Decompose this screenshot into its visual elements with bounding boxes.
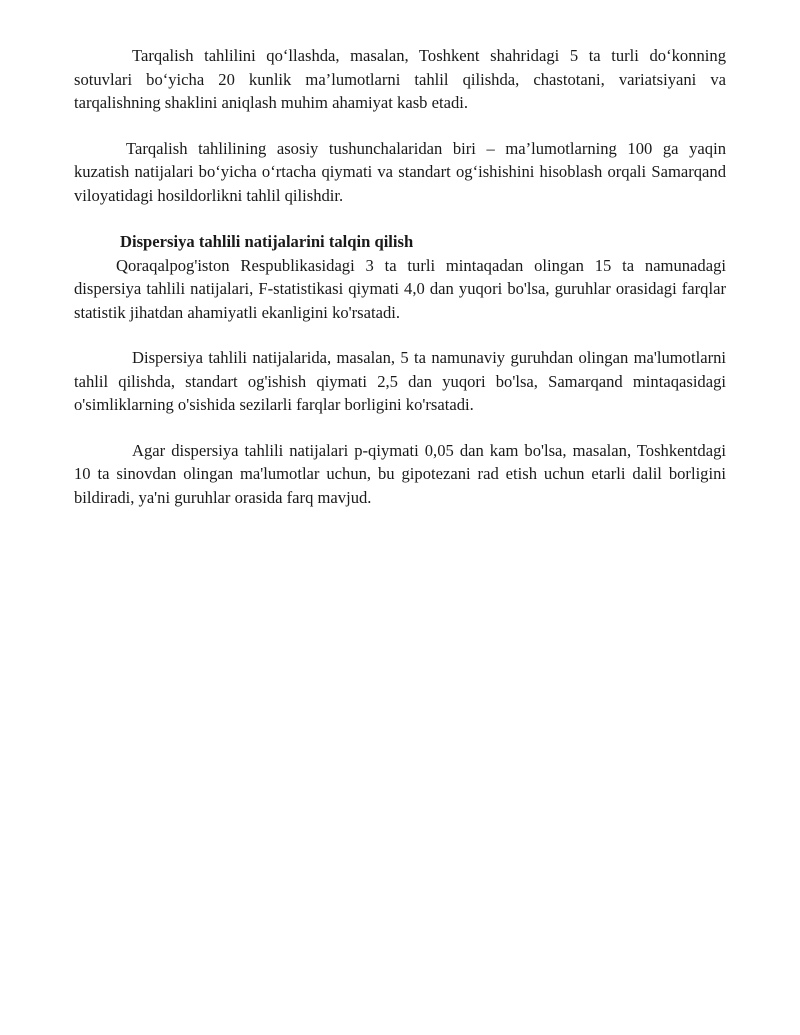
paragraph-f-statistic: Qoraqalpog'iston Respublikasidagi 3 ta turli mintaqadan olingan 15 ta namunadagi dispersiya tahlili natijalari, F-statistikasi qiymati 4,0 dan yuqori bo'lsa, guruhlar orasidagi farqlar statistik jihatdan ahamiyatli ekanligini ko'rsatadi. xyxy=(74,255,726,322)
paragraph-standard-deviation: Dispersiya tahlili natijalarida, masalan, 5 ta namunaviy guruhdan olingan ma'lumotlarni tahlil qilishda, standart og'ishish qiymati 2,5 dan yuqori bo'lsa, Samarqand mintaqasidagi o'simliklarning o'sishida sezilarli farqlar borligini ko'rsatadi. xyxy=(74,348,726,414)
paragraph-p-value: Agar dispersiya tahlili natijalari p-qiymati 0,05 dan kam bo'lsa, masalan, Toshkentdagi 10 ta sinovdan olingan ma'lumotlar uchun, bu gipotezani rad etish uchun etarli dalil borligini bildiradi, ya'ni guruhlar orasida farq mavjud. xyxy=(74,440,726,507)
paragraph-dispersion-concepts: Tarqalish tahlilining asosiy tushunchalaridan biri – ma’lumotlarning 100 ga yaqin kuzatish natijalari bo‘yicha o‘rtacha qiymati va standart og‘ishishini hisoblash orqali Samarqand viloyatidagi hosildorlikni tahlil qilishdir. xyxy=(74,138,726,205)
document-page xyxy=(74,44,726,509)
paragraph-dispersion-usage: Tarqalish tahlilini qo‘llashda, masalan, Toshkent shahridagi 5 ta turli do‘konning sotuvlari bo‘yicha 20 kunlik ma’lumotlarni tahlil qilishda, chastotani, variatsiyani va tarqalishning shaklini aniqlash muhim ahamiyat kasb etadi. xyxy=(74,46,726,112)
section-heading: Dispersiya tahlili natijalarini talqin qilish xyxy=(120,232,414,251)
